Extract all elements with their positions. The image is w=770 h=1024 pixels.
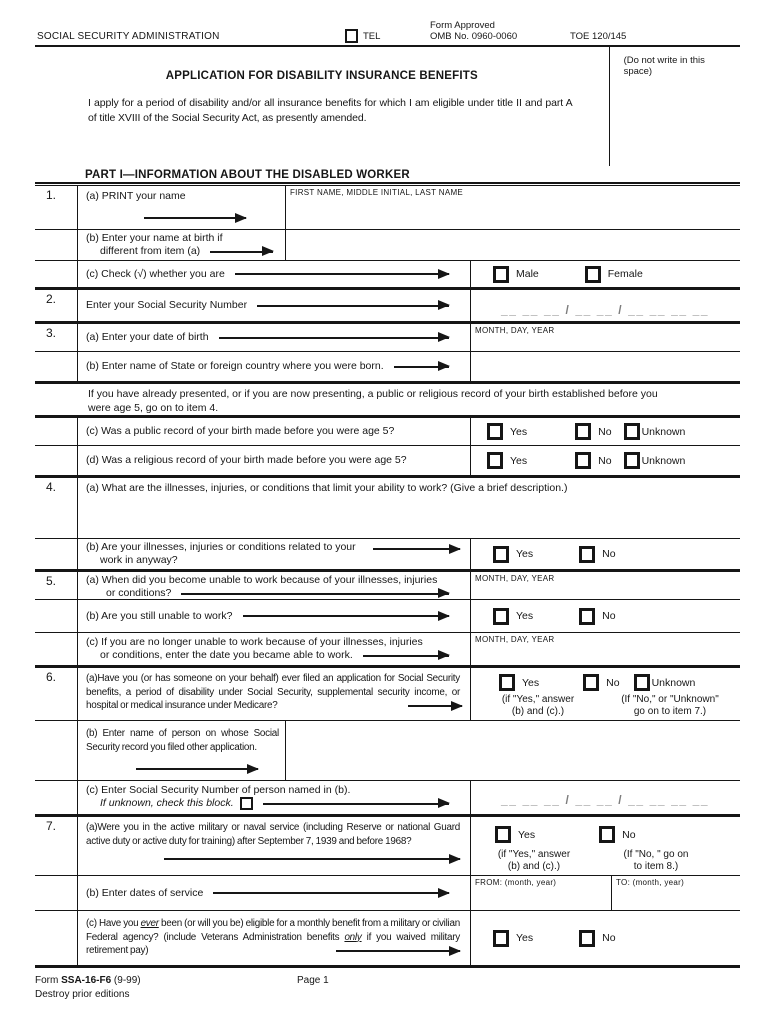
item3-number-text: 3. — [46, 326, 57, 340]
q1a-field-caption: FIRST NAME, MIDDLE INITIAL, LAST NAME — [290, 188, 464, 197]
q5c-field-caption: MONTH, DAY, YEAR — [475, 635, 555, 644]
row-q7a — [35, 814, 740, 875]
row-q1b — [35, 229, 740, 260]
numcol-blank — [35, 352, 78, 381]
no-label: No — [602, 932, 616, 944]
q4b-answer-cell — [470, 539, 740, 569]
q3c-unknown-option — [624, 423, 686, 440]
q5a-field-caption: MONTH, DAY, YEAR — [475, 574, 555, 583]
female-checkbox[interactable] — [585, 266, 601, 283]
title-box-left — [35, 47, 609, 166]
item5-number-text: 5. — [46, 574, 57, 588]
q3c-question-cell — [78, 418, 470, 445]
numcol-blank — [35, 633, 78, 665]
arrow-right-icon — [181, 593, 449, 595]
q7c-yes-option — [493, 930, 533, 947]
q7c-answer-cell — [470, 911, 740, 965]
q5a-question-cell — [78, 572, 470, 599]
row-q6a — [35, 665, 740, 720]
tel-group — [345, 29, 380, 43]
q6c-ssn-field[interactable] — [470, 781, 740, 814]
item5-number — [35, 572, 78, 599]
no-label: No — [598, 425, 612, 438]
item7-number-text: 7. — [46, 819, 57, 833]
q2-ssn-field[interactable] — [470, 290, 740, 321]
numcol-blank — [35, 781, 78, 814]
item6-number-text: 6. — [46, 670, 57, 684]
q7c-only-emphasis: only — [344, 931, 362, 943]
omb-number: OMB No. 0960-0060 — [430, 31, 518, 42]
q7a-instructions — [471, 849, 740, 873]
q7a-yes-checkbox[interactable] — [495, 826, 511, 843]
q6c-label-line1: (c) Enter Social Security Number of person named in (b). — [86, 784, 351, 796]
unknown-label: Unknown — [641, 454, 686, 467]
q7c-label-part1: (c) Have you — [86, 918, 141, 929]
numcol-blank — [35, 418, 78, 445]
q3b-question-cell — [78, 352, 470, 381]
destroy-editions-note: Destroy prior editions — [35, 989, 130, 1000]
q1b-label-line1: (b) Enter your name at birth if — [86, 232, 223, 244]
form-number: SSA-16-F6 — [61, 975, 112, 986]
no-label: No — [602, 548, 616, 560]
item4-number — [35, 478, 78, 538]
q6a-unknown-option — [634, 674, 696, 691]
q1a-question-cell — [78, 186, 285, 229]
q4b-label-line1: (b) Are your illnesses, injuries or conditions related to your — [86, 541, 356, 553]
q4b-no-checkbox[interactable] — [579, 546, 595, 563]
q3a-label: (a) Enter your date of birth — [86, 331, 209, 343]
q5c-date-field[interactable] — [470, 633, 740, 665]
form-content — [35, 20, 740, 1002]
q6b-label: (b) Enter name of person on whose Social Security record you filed other application. — [86, 728, 279, 753]
q3c-no-option — [575, 423, 611, 440]
q7a-question-cell — [78, 817, 470, 875]
q5a-label-line2: or conditions? — [106, 587, 172, 599]
yes-label: Yes — [516, 932, 534, 944]
q3a-dob-field[interactable] — [470, 324, 740, 351]
q6b-person-name-field[interactable] — [285, 721, 740, 780]
q6a-instructions — [471, 694, 740, 718]
q7b-from-field[interactable] — [471, 876, 612, 910]
row-q1a — [35, 185, 740, 229]
q7a-no-instruction-line2: to item 8.) — [633, 861, 679, 872]
q6a-yes-instruction-line2: (b) and (c).) — [511, 706, 565, 717]
row-q5c — [35, 632, 740, 665]
q6a-yes-instruction-line1: (if "Yes," answer — [501, 694, 575, 705]
no-label: No — [602, 610, 616, 622]
yes-label: Yes — [510, 454, 528, 467]
birth-record-note — [35, 381, 740, 415]
item4-number-text: 4. — [46, 480, 57, 494]
q5b-answer-cell — [470, 600, 740, 632]
unknown-label: Unknown — [651, 676, 696, 689]
arrow-right-icon — [219, 337, 449, 339]
q1c-question-cell — [78, 261, 470, 287]
tel-label: TEL — [363, 30, 381, 42]
male-option — [493, 266, 539, 283]
do-not-write-label: (Do not write in this space) — [623, 55, 705, 77]
q7c-no-checkbox[interactable] — [579, 930, 595, 947]
yes-label: Yes — [516, 610, 534, 622]
q7c-no-option — [579, 930, 615, 947]
row-q1c — [35, 260, 740, 287]
q6a-no-instruction-line2: go on to item 7.) — [633, 706, 707, 717]
q6a-unknown-checkbox[interactable] — [634, 674, 650, 691]
q3d-no-checkbox[interactable] — [575, 452, 591, 469]
item7-number — [35, 817, 78, 875]
q7b-label: (b) Enter dates of service — [86, 886, 204, 899]
q6c-unknown-block-checkbox[interactable] — [240, 797, 253, 810]
toe-number: TOE 120/145 — [570, 31, 627, 42]
row-q5a — [35, 569, 740, 599]
row-q2 — [35, 287, 740, 321]
q3c-label: (c) Was a public record of your birth made before you were age 5? — [86, 425, 395, 437]
arrow-right-icon — [164, 858, 460, 860]
q7a-label: (a)Were you in the active military or naval service (including Reserve or national Guard active duty or active duty for training) after September 7, 1939 and before 1968? — [86, 822, 460, 847]
q6a-yes-checkbox[interactable] — [499, 674, 515, 691]
q3d-no-option — [575, 452, 611, 469]
row-q4b — [35, 538, 740, 569]
q7b-answer-cell — [470, 876, 740, 910]
q7a-yes-instruction-line2: (b) and (c).) — [507, 861, 561, 872]
male-checkbox[interactable] — [493, 266, 509, 283]
arrow-right-icon — [210, 251, 273, 253]
q2-question-cell — [78, 290, 470, 321]
q6a-no-instruction-line1: (If "No," or "Unknown" — [621, 694, 719, 705]
q4b-question-cell — [78, 539, 470, 569]
q4b-label-line2: work in anyway? — [100, 554, 178, 566]
page-header — [35, 20, 740, 45]
intro-paragraph: I apply for a period of disability and/or all insurance benefits for which I am eligible under title II and part A of title XVIII of the Social Security Act, as presently amended. — [88, 97, 573, 124]
q6a-yes-instruction — [479, 694, 597, 718]
male-label: Male — [516, 268, 539, 280]
arrow-right-icon — [263, 803, 449, 805]
yes-label: Yes — [516, 548, 534, 560]
arrow-right-icon — [336, 950, 460, 952]
yes-label: Yes — [510, 425, 528, 438]
numcol-blank — [35, 600, 78, 632]
numcol-blank — [35, 911, 78, 965]
row-q3d — [35, 445, 740, 475]
q3c-unknown-checkbox[interactable] — [624, 423, 640, 440]
row-q4a — [35, 475, 740, 538]
form-revision: (9-99) — [113, 975, 141, 986]
q6b-question-cell — [78, 721, 285, 780]
q5c-label-line1: (c) If you are no longer unable to work because of your illnesses, injuries — [86, 636, 423, 648]
row-q3c — [35, 415, 740, 445]
q7a-no-instruction-line1: (If "No, " go on — [623, 849, 689, 860]
q4b-no-option — [579, 546, 615, 563]
arrow-right-icon — [136, 768, 258, 770]
row-q3b — [35, 351, 740, 381]
q3c-no-checkbox[interactable] — [575, 423, 591, 440]
form-approved — [430, 20, 517, 42]
page-number: Page 1 — [297, 975, 329, 986]
q7a-no-checkbox[interactable] — [599, 826, 615, 843]
item2-number — [35, 290, 78, 321]
item6-number — [35, 668, 78, 720]
arrow-right-icon — [394, 366, 449, 368]
q6a-label: (a)Have you (or has someone on your behalf) ever filed an application for Social Security benefits, a period of disability under Social Security, supplemental security income, or hospital or medical insurance under Medicare? — [86, 673, 460, 711]
arrow-right-icon — [144, 217, 246, 219]
q1b-question-cell — [78, 230, 285, 260]
q7a-no-option — [599, 826, 635, 843]
q4b-yes-option — [493, 546, 533, 563]
form-approved-line1: Form Approved — [430, 20, 495, 31]
q3d-answer-cell — [470, 446, 740, 475]
q1b-label-line2: different from item (a) — [100, 245, 201, 257]
ssn-blank-line: __ __ __ / __ __ / __ __ __ __ — [501, 793, 710, 807]
q1a-label: (a) PRINT your name — [86, 190, 186, 202]
item1-number — [35, 186, 78, 229]
q7b-from-caption: FROM: (month, year) — [475, 878, 557, 887]
q6a-no-option — [583, 674, 619, 691]
arrow-right-icon — [213, 892, 449, 894]
q1c-label: (c) Check (√) whether you are — [86, 267, 225, 280]
part1-table — [35, 185, 740, 968]
no-label: No — [598, 454, 612, 467]
row-q6b — [35, 720, 740, 780]
q7c-question-cell — [78, 911, 470, 965]
q5b-no-option — [579, 608, 615, 625]
q6c-label-line2: If unknown, check this block. — [100, 797, 234, 809]
arrow-right-icon — [235, 273, 449, 275]
arrow-right-icon — [243, 615, 450, 617]
q5b-yes-option — [493, 608, 533, 625]
page-footer — [35, 974, 740, 1002]
q7a-yes-instruction-line1: (if "Yes," answer — [497, 849, 571, 860]
arrow-right-icon — [363, 655, 449, 657]
q6a-yes-option — [499, 674, 539, 691]
numcol-blank — [35, 876, 78, 910]
row-q7b — [35, 875, 740, 910]
q7b-question-cell — [78, 876, 470, 910]
q4a-label: (a) What are the illnesses, injuries, or conditions that limit your ability to work? (Give a brief description.) — [86, 482, 568, 494]
q3d-unknown-option — [624, 452, 686, 469]
q3d-yes-option — [487, 452, 527, 469]
q7b-to-caption: TO: (month, year) — [616, 878, 685, 887]
q3d-yes-checkbox[interactable] — [487, 452, 503, 469]
q6a-question-cell — [78, 668, 470, 720]
q2-label: Enter your Social Security Number — [86, 299, 248, 311]
numcol-blank — [35, 230, 78, 260]
female-label: Female — [607, 268, 643, 280]
female-option — [585, 266, 643, 283]
yes-label: Yes — [522, 676, 540, 689]
q5b-yes-checkbox[interactable] — [493, 608, 509, 625]
ssn-blank-line: __ __ __ / __ __ / __ __ __ __ — [501, 303, 710, 317]
row-q3a — [35, 321, 740, 351]
q1b-birthname-field[interactable] — [285, 230, 740, 260]
numcol-blank — [35, 539, 78, 569]
q1c-answer-cell — [470, 261, 740, 287]
q5c-label-line2: or conditions, enter the date you became able to work. — [100, 649, 353, 661]
q5b-question-cell — [78, 600, 470, 632]
q5a-label-line1: (a) When did you become unable to work because of your illnesses, injuries — [86, 574, 438, 586]
q7b-to-field[interactable] — [612, 876, 740, 910]
form-prefix: Form — [35, 975, 59, 986]
q3a-question-cell — [78, 324, 470, 351]
q7c-ever-emphasis: ever — [140, 918, 159, 929]
numcol-blank — [35, 446, 78, 475]
q1a-name-field[interactable] — [285, 186, 740, 229]
q6c-question-cell — [78, 781, 470, 814]
yes-label: Yes — [518, 828, 536, 841]
no-label: No — [622, 828, 636, 841]
q7c-label-part3: if you waived military retirement pay) — [86, 931, 460, 956]
arrow-right-icon — [257, 305, 449, 307]
q3d-question-cell — [78, 446, 470, 475]
item1-number-text: 1. — [46, 188, 57, 202]
q6a-no-checkbox[interactable] — [583, 674, 599, 691]
tel-checkbox[interactable] — [345, 29, 358, 43]
form-title: APPLICATION FOR DISABILITY INSURANCE BENEFITS — [165, 70, 478, 82]
q3c-answer-cell — [470, 418, 740, 445]
title-box — [35, 45, 740, 166]
q3b-label: (b) Enter name of State or foreign country where you were born. — [86, 360, 384, 372]
item3-number — [35, 324, 78, 351]
q5a-date-field[interactable] — [470, 572, 740, 599]
q7a-yes-instruction — [475, 849, 593, 873]
row-q7c — [35, 910, 740, 965]
q7c-yes-checkbox[interactable] — [493, 930, 509, 947]
q5b-no-checkbox[interactable] — [579, 608, 595, 625]
q7a-yes-option — [495, 826, 535, 843]
row-q5b — [35, 599, 740, 632]
q7a-answer-cell — [470, 817, 740, 875]
unknown-label: Unknown — [641, 425, 686, 438]
form-id-line — [35, 974, 740, 988]
q5b-label: (b) Are you still unable to work? — [86, 609, 233, 622]
birth-record-note-text: If you have already presented, or if you are now presenting, a public or religious record of your birth established before you were age 5, go on to item 4. — [88, 388, 658, 414]
q3c-yes-checkbox[interactable] — [487, 423, 503, 440]
numcol-blank — [35, 721, 78, 780]
no-label: No — [606, 676, 620, 689]
part1-heading: PART I—INFORMATION ABOUT THE DISABLED WORKER — [35, 166, 740, 184]
do-not-write-box — [609, 47, 740, 166]
agency-name: SOCIAL SECURITY ADMINISTRATION — [37, 31, 220, 42]
numcol-blank — [35, 261, 78, 287]
arrow-right-icon — [408, 705, 462, 707]
q3a-field-caption: MONTH, DAY, YEAR — [475, 326, 555, 335]
q3d-label: (d) Was a religious record of your birth made before you were age 5? — [86, 454, 407, 466]
arrow-right-icon — [373, 548, 460, 550]
q4b-yes-checkbox[interactable] — [493, 546, 509, 563]
q6a-no-instruction — [603, 694, 737, 718]
item2-number-text: 2. — [46, 292, 57, 306]
q5c-question-cell — [78, 633, 470, 665]
q3d-unknown-checkbox[interactable] — [624, 452, 640, 469]
q3c-yes-option — [487, 423, 527, 440]
q7a-no-instruction — [601, 849, 711, 873]
q3b-birthplace-field[interactable] — [470, 352, 740, 381]
q7c-label-part2: been (or will you be) eligible for a monthly benefit from a military or civilian Federal agency? (include Veterans Administration benefits — [86, 918, 460, 943]
q4a-description-field[interactable] — [78, 478, 740, 538]
q6a-answer-cell — [470, 668, 740, 720]
row-q6c — [35, 780, 740, 814]
